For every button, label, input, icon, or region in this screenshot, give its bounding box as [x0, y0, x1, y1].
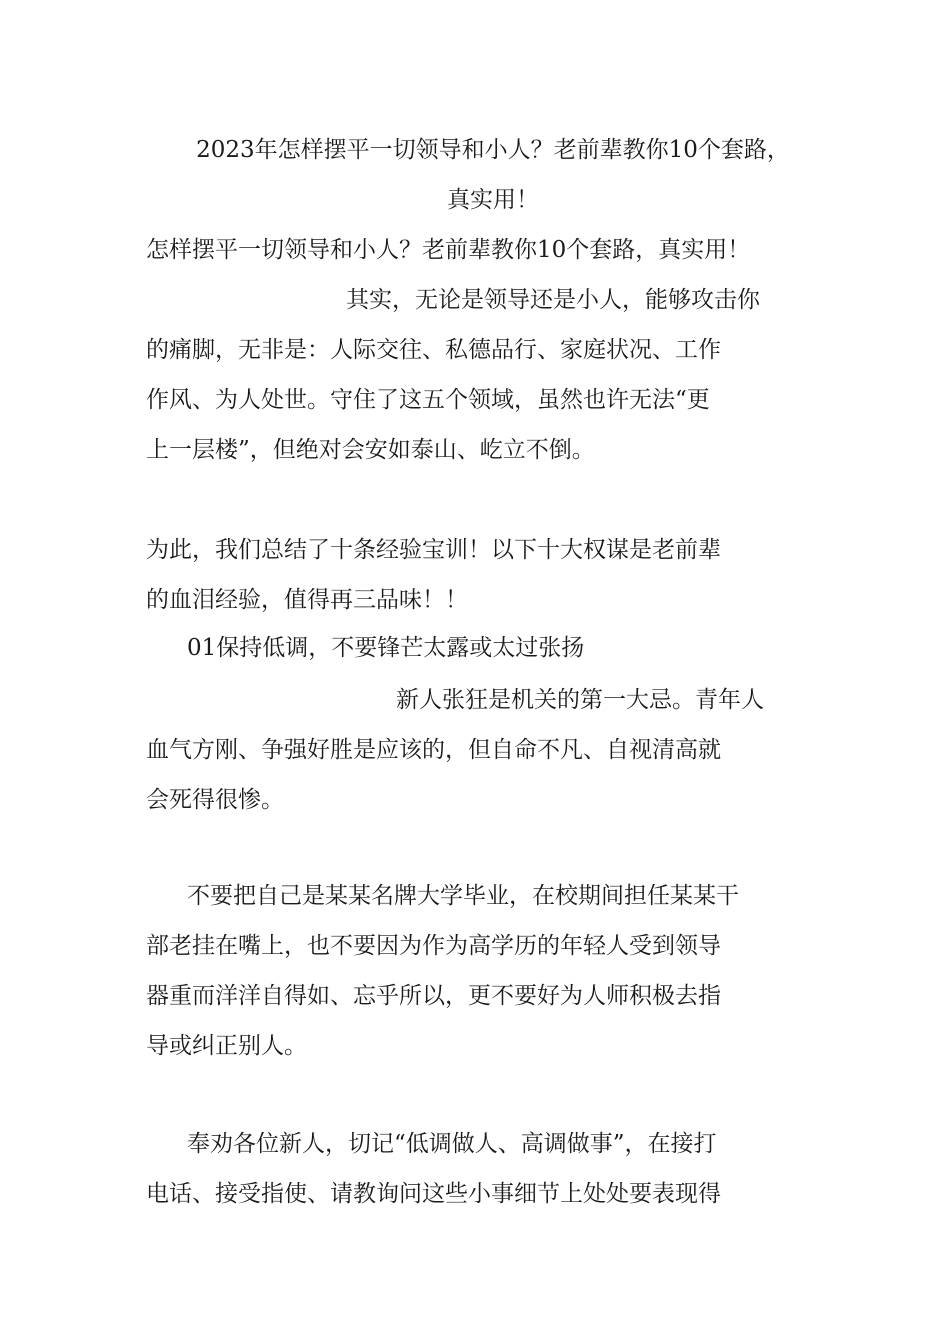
paragraph-4-line-4: 导或纠正别人。	[146, 1033, 307, 1059]
paragraph-5-line-1: 奉劝各位新人，切记“低调做人、高调做事”，在接打	[187, 1131, 717, 1157]
paragraph-2-line-2: 的血泪经验，值得再三品味！！	[146, 587, 468, 613]
paragraph-5-line-2: 电话、接受指使、请教询问这些小事细节上处处要表现得	[146, 1181, 721, 1207]
paragraph-3-line-3: 会死得很惨。	[146, 787, 284, 813]
paragraph-3-line-1: 新人张狂是机关的第一大忌。青年人	[396, 687, 764, 713]
paragraph-1-line-1: 其实，无论是领导还是小人，能够攻击你	[346, 287, 760, 313]
paragraph-4-line-2: 部老挂在嘴上，也不要因为作为高学历的年轻人受到领导	[146, 933, 721, 959]
section-heading-01: 01保持低调，不要锋芒太露或太过张扬	[187, 635, 585, 661]
paragraph-2-line-1: 为此，我们总结了十条经验宝训！以下十大权谋是老前辈	[146, 537, 721, 563]
document-title-line-2: 真实用！	[447, 187, 539, 213]
paragraph-3-line-2: 血气方刚、争强好胜是应该的，但自命不凡、自视清高就	[146, 737, 721, 763]
document-title-line-1: 2023年怎样摆平一切领导和小人？老前辈教你10个套路，	[196, 137, 790, 163]
paragraph-1-line-3: 作风、为人处世。守住了这五个领域，虽然也许无法“更	[146, 387, 710, 413]
paragraph-1-line-2: 的痛脚，无非是：人际交往、私德品行、家庭状况、工作	[146, 337, 721, 363]
subtitle-line: 怎样摆平一切领导和小人？老前辈教你10个套路，真实用！	[146, 237, 751, 263]
paragraph-4-line-1: 不要把自己是某某名牌大学毕业，在校期间担任某某干	[187, 883, 739, 909]
paragraph-1-line-4: 上一层楼”，但绝对会安如泰山、屹立不倒。	[146, 437, 595, 463]
paragraph-4-line-3: 器重而洋洋自得如、忘乎所以，更不要好为人师积极去指	[146, 983, 721, 1009]
